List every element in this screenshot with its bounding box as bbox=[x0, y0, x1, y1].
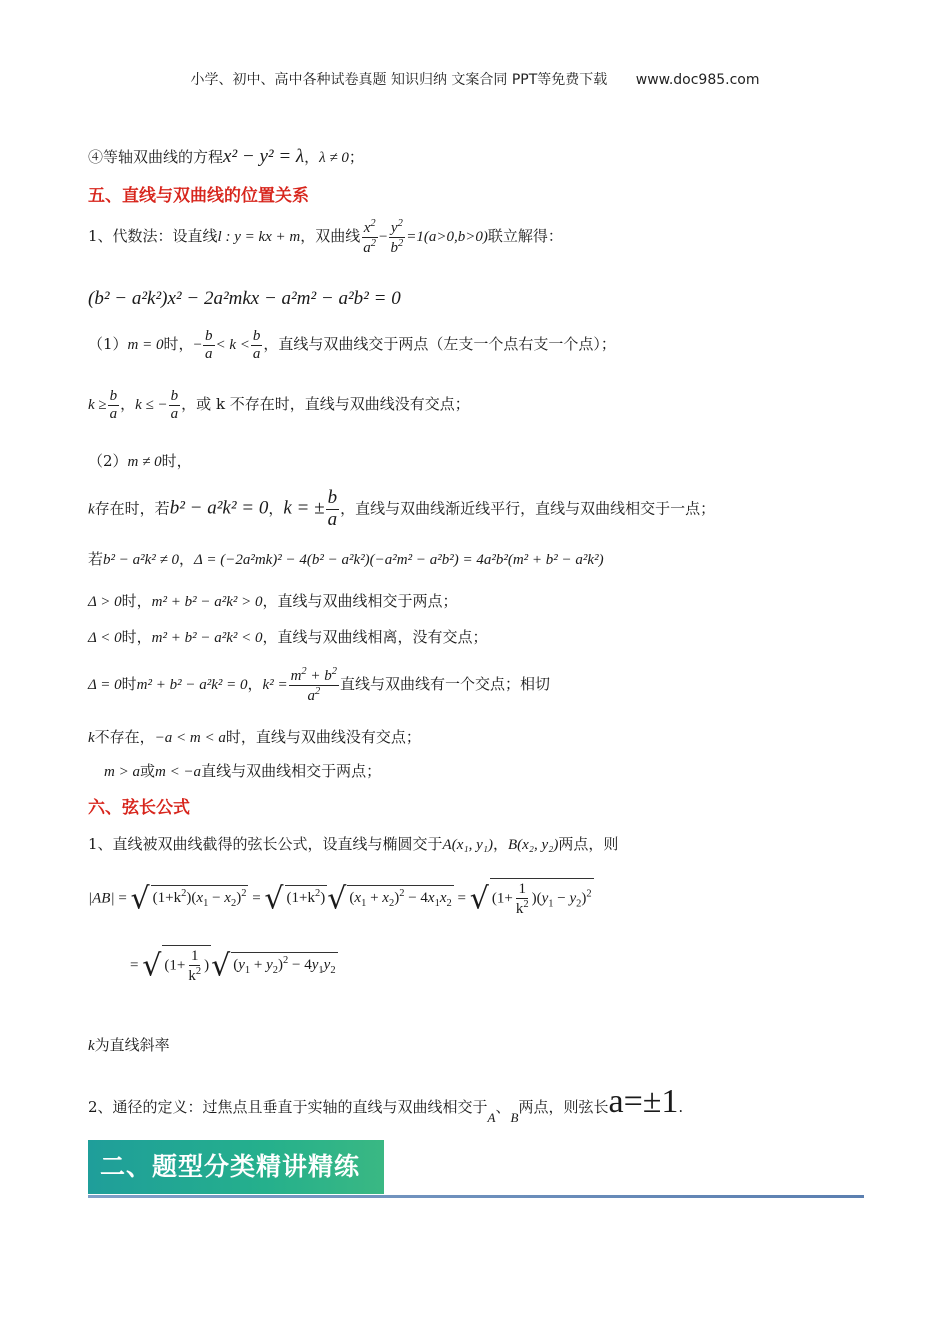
section-5-heading: 五、直线与双曲线的位置关系 bbox=[88, 186, 309, 206]
fraction-x2-a2: $\frac{x^2}{a^2}$ bbox=[363, 218, 377, 256]
section-banner: 二、题型分类精讲精练 bbox=[88, 1140, 384, 1194]
page-header bbox=[0, 69, 950, 89]
fraction-b-a: $\frac{b}{a}$ bbox=[205, 328, 213, 362]
discriminant-line: 若b² − a²k² ≠ 0，Δ = (−2a²mk)² − 4(b² − a²k²)(−a²m² − a²b²) = 4a²b²(m² + b² − a²k²) bbox=[88, 550, 604, 568]
fraction-b-a: $\frac{b}{a}$ bbox=[109, 388, 118, 422]
asymptote-parallel-line: k存在时，若b² − a²k² = 0，k = ± $\frac{b}{a}$ ，直线与双曲线渐近线平行，直线与双曲线相交于一点； bbox=[88, 487, 716, 530]
case-2-line: （2）m ≠ 0时， bbox=[88, 452, 192, 470]
chord-length-intro-line: 1、直线被双曲线截得的弦长公式，设直线与椭圆交于A(x₁, y₁)，B(x₂, y₂)两点，则 bbox=[88, 835, 619, 853]
quadratic-equation: (b² − a²k²)x² − 2a²mkx − a²m² − a²b² = 0 bbox=[88, 288, 401, 309]
delta-zero-line: Δ = 0时m² + b² − a²k² = 0，k² = $\frac{m^2 + b^2}{a^2}$ 直线与双曲线有一个交点；相切 bbox=[88, 666, 551, 704]
fraction-m2b2-a2: $\frac{m^2 + b^2}{a^2}$ bbox=[290, 666, 338, 704]
fraction-b-a: $\frac{b}{a}$ bbox=[327, 487, 338, 530]
equiaxial-hyperbola-line: ④等轴双曲线的方程x² − y² = λ，λ ≠ 0； bbox=[88, 146, 364, 167]
fraction-y2-b2: $\frac{y^2}{b^2}$ bbox=[390, 218, 404, 256]
fraction-b-a: $\frac{b}{a}$ bbox=[252, 328, 261, 362]
k-range-line: k ≥ $\frac{b}{a}$ ，k ≤ − $\frac{b}{a}$ ，或 k 不存在时，直线与双曲线没有交点； bbox=[88, 388, 470, 422]
equiaxial-equation: x² − y² = λ bbox=[223, 146, 305, 167]
fraction-b-a: $\frac{b}{a}$ bbox=[170, 388, 179, 422]
latus-rectum-line: 2、通径的定义：过焦点且垂直于实轴的直线与双曲线相交于A、B两点，则弦长a=±1. bbox=[88, 1083, 684, 1125]
chord-length-formula-1: |AB| = √ $(1+k^2)(x_1 - x_2)^2$ = √ $(1+k^2)√$ $(x_1 + x_2)^2 - 4x_1x_2$ = √ (1+ $\frac{1}{k^2}$ )$(y_1 - y_2)^2$ bbox=[88, 878, 594, 917]
banner-underline bbox=[88, 1195, 864, 1198]
section-6-heading: 六、弦长公式 bbox=[88, 798, 190, 818]
slope-note-line: k为直线斜率 bbox=[88, 1036, 170, 1054]
algebraic-method-line: 1、代数法：设直线l : y = kx + m，双曲线 $\frac{x^2}{a^2}$ − $\frac{y^2}{b^2}$ =1(a>0,b>0)联立解得： bbox=[88, 218, 563, 256]
chord-length-formula-2: = √ (1+ $\frac{1}{k^2}$ )√ $(y_1 + y_2)^2 - 4y_1y_2$ bbox=[130, 945, 338, 984]
m-range-line: m > a或m < −a直线与双曲线相交于两点； bbox=[104, 762, 382, 780]
delta-positive-line: Δ > 0时，m² + b² − a²k² > 0，直线与双曲线相交于两点； bbox=[88, 592, 458, 610]
delta-negative-line: Δ < 0时，m² + b² − a²k² < 0，直线与双曲线相离，没有交点； bbox=[88, 628, 488, 646]
k-undefined-line: k不存在，−a < m < a时，直线与双曲线没有交点； bbox=[88, 728, 421, 746]
latus-rectum-equation: a=±1 bbox=[608, 1083, 679, 1120]
header-url: www.doc985.com bbox=[635, 72, 760, 88]
case-1-line: （1）m = 0时，− $\frac{b}{a}$ < k < $\frac{b}{a}$ ，直线与双曲线交于两点（左支一个点右支一个点）； bbox=[88, 328, 616, 362]
header-text: 小学、初中、高中各种试卷真题 知识归纳 文案合同 PPT等免费下载 bbox=[190, 72, 608, 88]
